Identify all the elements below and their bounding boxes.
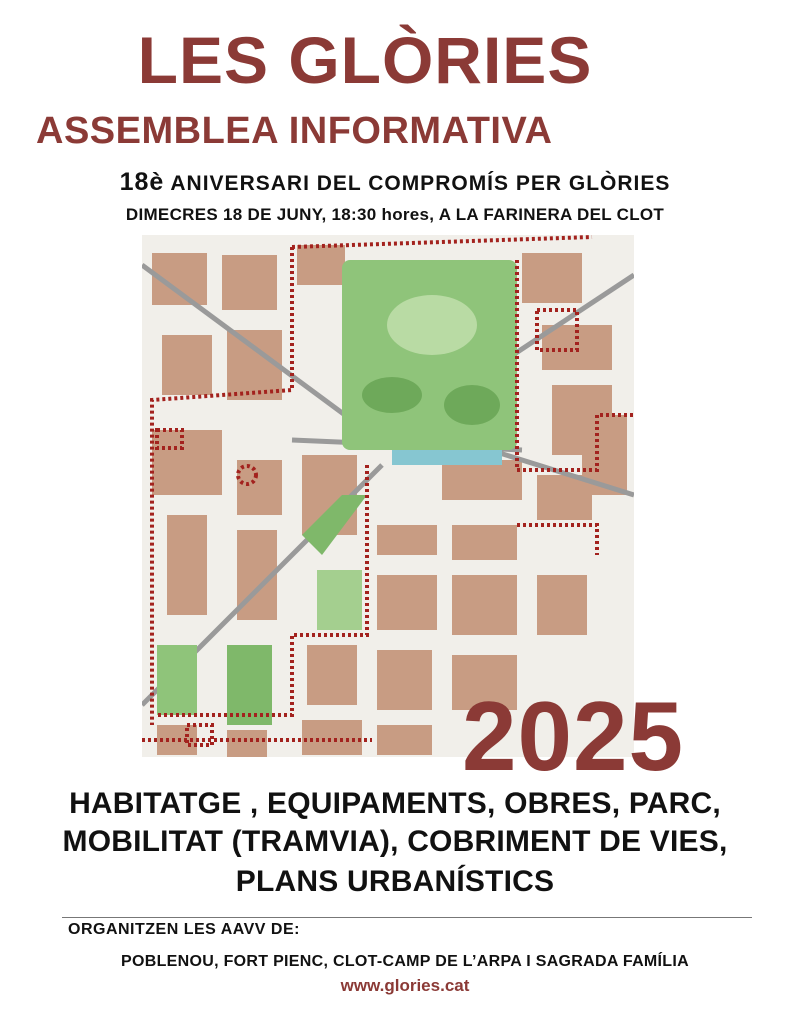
year-label: 2025: [462, 681, 685, 791]
website-link[interactable]: www.glories.cat: [340, 976, 470, 995]
anniversary-line: [0, 168, 790, 197]
organizers-label: ORGANITZEN LES AAVV DE:: [68, 921, 300, 938]
poster-title: LES GLÒRIES: [137, 23, 593, 97]
poster-subtitle: ASSEMBLEA INFORMATIVA: [36, 110, 553, 152]
topic-line-2: MOBILITAT (TRAMVIA), COBRIMENT DE VIES,: [62, 825, 728, 858]
urban-plan-map: [142, 235, 634, 757]
associations-list: POBLENOU, FORT PIENC, CLOT-CAMP DE L’ARPA I SAGRADA FAMÍLIA: [121, 953, 689, 970]
event-date-line: DIMECRES 18 DE JUNY, 18:30 hores, A LA FARINERA DEL CLOT: [125, 205, 665, 224]
divider: [62, 917, 752, 918]
anniversary-number: 18è: [119, 168, 165, 196]
topic-line-3: PLANS URBANÍSTICS: [235, 865, 555, 898]
topic-line-1: HABITATGE , EQUIPAMENTS, OBRES, PARC,: [69, 787, 721, 820]
anniversary-text: ANIVERSARI DEL COMPROMÍS PER GLÒRIES: [164, 172, 671, 195]
